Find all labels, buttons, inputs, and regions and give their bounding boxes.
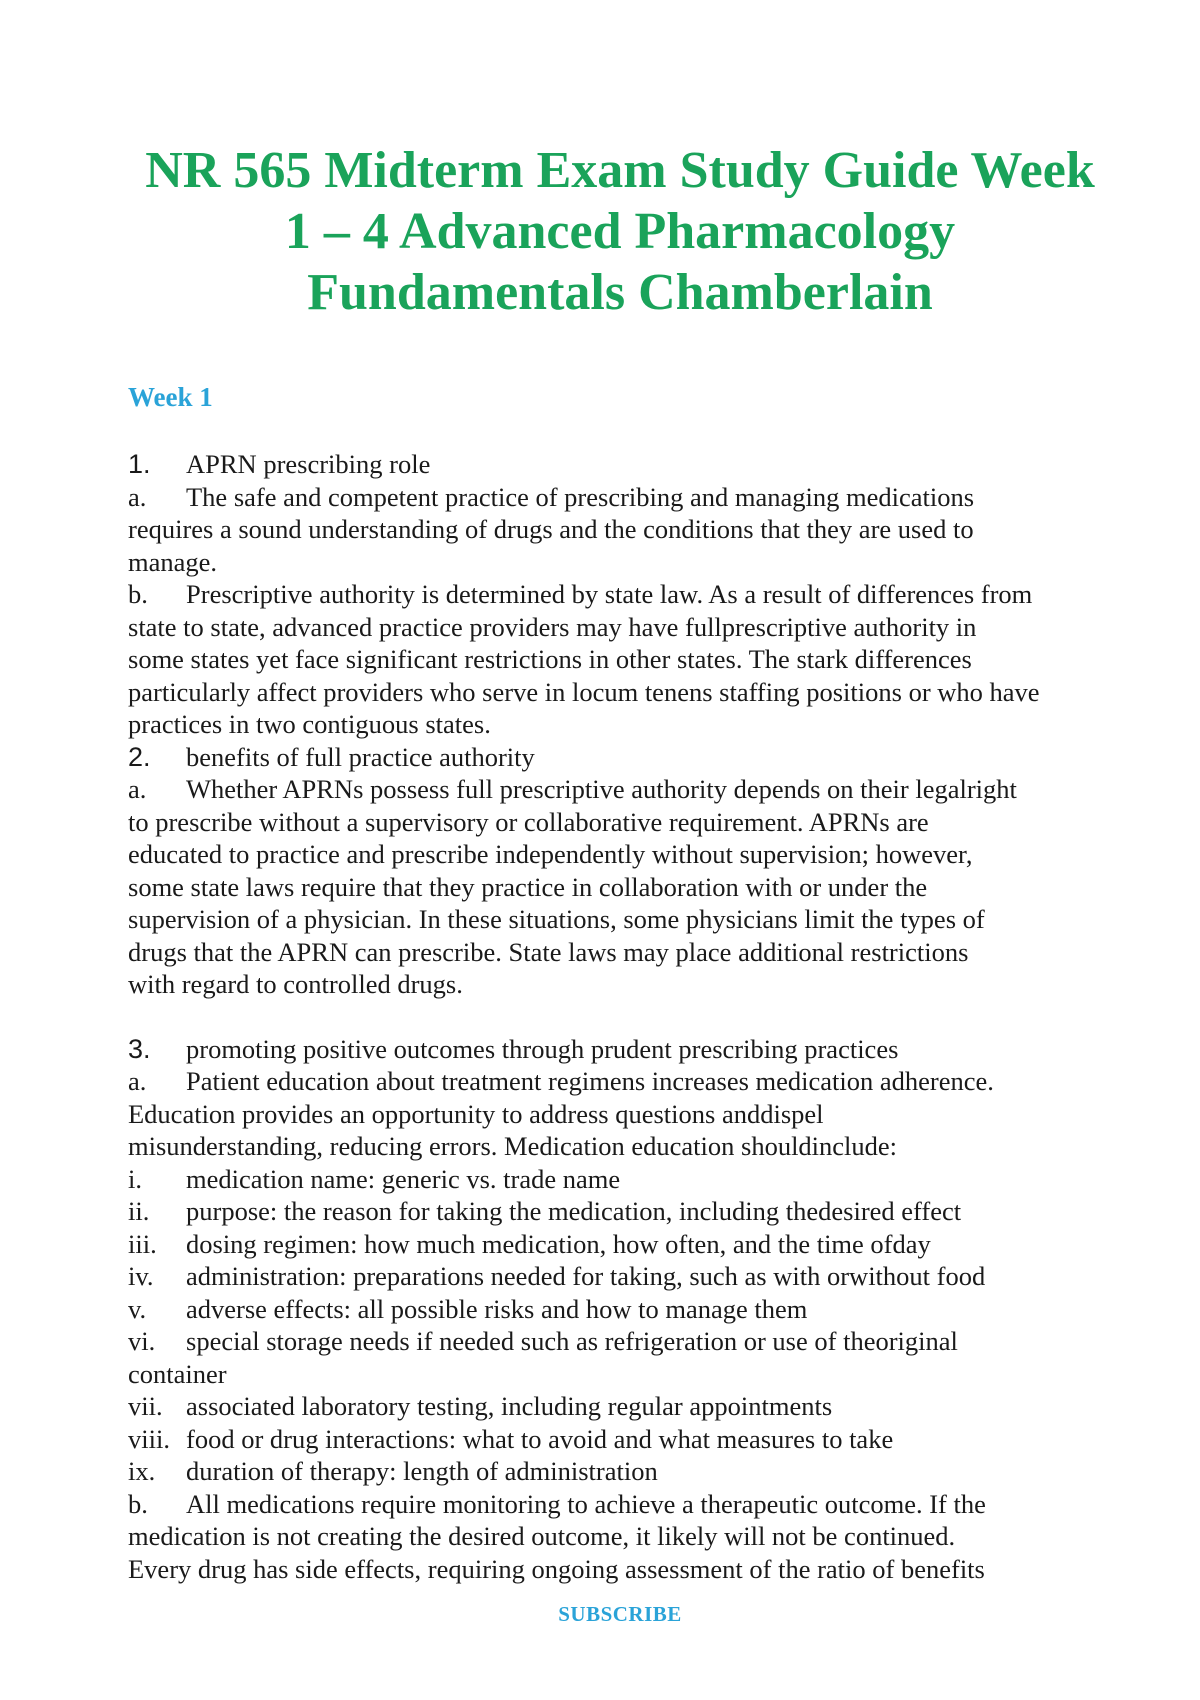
list-marker: iv.	[128, 1261, 154, 1291]
numbered-item	[128, 741, 1113, 774]
continuation-line	[128, 903, 1113, 936]
list-marker: vi.	[128, 1326, 156, 1356]
continuation-line	[128, 1553, 1113, 1586]
line-text: promoting positive outcomes through prudent prescribing practices	[186, 1033, 899, 1064]
line-text: Every drug has side effects, requiring ongoing assessment of the ratio of benefits	[128, 1553, 985, 1584]
line-text: with regard to controlled drugs.	[128, 969, 463, 999]
list-marker: 2.	[128, 741, 151, 772]
list-marker: ix.	[128, 1456, 156, 1486]
list-marker: b.	[128, 1488, 148, 1519]
continuation-line	[128, 968, 1113, 1001]
list-marker: i.	[128, 1163, 142, 1194]
line-text: dosing regimen: how much medication, how often, and the time ofday	[186, 1228, 931, 1259]
line-text: misunderstanding, reducing errors. Medication education shouldinclude:	[128, 1131, 898, 1161]
paragraph-gap	[128, 1001, 1113, 1033]
line-text: purpose: the reason for taking the medication, including thedesired effect	[186, 1196, 962, 1226]
line-text: Patient education about treatment regimens increases medication adherence.	[186, 1066, 994, 1096]
continuation-line	[128, 936, 1113, 969]
continuation-line	[128, 806, 1113, 839]
numbered-item	[128, 448, 1113, 481]
list-item	[128, 1163, 1113, 1196]
list-item	[128, 1325, 1113, 1358]
line-text: state to state, advanced practice providers may have fullprescriptive authority in	[128, 611, 977, 642]
continuation-line	[128, 871, 1113, 904]
numbered-item	[128, 1033, 1113, 1066]
document-title	[100, 140, 1140, 323]
list-item	[128, 1228, 1113, 1261]
line-text: adverse effects: all possible risks and how to manage them	[186, 1293, 808, 1324]
line-text: particularly affect providers who serve in locum tenens staffing positions or who have	[128, 676, 1040, 707]
continuation-line	[128, 676, 1113, 709]
line-text: benefits of full practice authority	[186, 741, 535, 772]
continuation-line	[128, 643, 1113, 676]
list-item	[128, 1390, 1113, 1423]
continuation-line	[128, 546, 1113, 579]
line-text: supervision of a physician. In these situations, some physicians limit the types of	[128, 904, 985, 934]
title-line: NR 565 Midterm Exam Study Guide Week	[145, 142, 1095, 199]
line-text: All medications require monitoring to achieve a therapeutic outcome. If the	[186, 1488, 986, 1519]
list-marker: b.	[128, 579, 148, 609]
list-marker: a.	[128, 1066, 147, 1096]
list-item	[128, 1293, 1113, 1326]
continuation-line	[128, 1358, 1113, 1391]
list-marker: a.	[128, 481, 147, 512]
line-text: Whether APRNs possess full prescriptive authority depends on their legalright	[186, 774, 1017, 804]
line-text: practices in two contiguous states.	[128, 709, 491, 739]
list-marker: iii.	[128, 1228, 157, 1259]
list-marker: vii.	[128, 1391, 163, 1421]
list-item	[128, 1065, 1113, 1098]
line-text: educated to practice and prescribe independently without supervision; however,	[128, 839, 973, 869]
line-text: container	[128, 1358, 227, 1389]
continuation-line	[128, 708, 1113, 741]
line-text: requires a sound understanding of drugs and the conditions that they are used to	[128, 514, 974, 544]
line-text: some states yet face significant restrictions in other states. The stark differences	[128, 644, 972, 674]
list-item	[128, 1488, 1113, 1521]
line-text: associated laboratory testing, including regular appointments	[186, 1391, 833, 1421]
list-item	[128, 1260, 1113, 1293]
line-text: administration: preparations needed for taking, such as with orwithout food	[186, 1261, 986, 1291]
continuation-line	[128, 838, 1113, 871]
list-item	[128, 578, 1113, 611]
title-line: 1 – 4 Advanced Pharmacology	[284, 203, 956, 260]
document-body	[128, 448, 1113, 1585]
continuation-line	[128, 1130, 1113, 1163]
line-text: The safe and competent practice of prescribing and managing medications	[186, 481, 975, 512]
list-marker: viii.	[128, 1423, 170, 1454]
continuation-line	[128, 1098, 1113, 1131]
list-item	[128, 481, 1113, 514]
continuation-line	[128, 611, 1113, 644]
week-heading: Week 1	[128, 382, 213, 412]
list-item	[128, 1195, 1113, 1228]
title-line: Fundamentals Chamberlain	[307, 264, 933, 321]
line-text: manage.	[128, 546, 218, 577]
list-marker: 1.	[128, 449, 151, 479]
line-text: medication is not creating the desired outcome, it likely will not be continued.	[128, 1521, 956, 1551]
list-item	[128, 1423, 1113, 1456]
subscribe-link[interactable]: SUBSCRIBE	[558, 1602, 682, 1626]
line-text: Education provides an opportunity to address questions anddispel	[128, 1098, 824, 1129]
list-marker: 3.	[128, 1033, 151, 1064]
line-text: food or drug interactions: what to avoid and what measures to take	[186, 1423, 894, 1454]
list-item	[128, 1455, 1113, 1488]
line-text: medication name: generic vs. trade name	[186, 1163, 621, 1194]
line-text: drugs that the APRN can prescribe. State laws may place additional restrictions	[128, 936, 969, 967]
line-text: APRN prescribing role	[186, 449, 431, 479]
list-marker: v.	[128, 1293, 147, 1324]
list-marker: a.	[128, 774, 147, 804]
line-text: to prescribe without a supervisory or collaborative requirement. APRNs are	[128, 806, 929, 837]
list-item	[128, 773, 1113, 806]
line-text: some state laws require that they practice in collaboration with or under the	[128, 871, 928, 902]
list-marker: ii.	[128, 1196, 150, 1226]
line-text: Prescriptive authority is determined by state law. As a result of differences from	[186, 579, 1033, 609]
line-text: duration of therapy: length of administration	[186, 1456, 658, 1486]
continuation-line	[128, 513, 1113, 546]
line-text: special storage needs if needed such as refrigeration or use of theoriginal	[186, 1326, 958, 1356]
continuation-line	[128, 1520, 1113, 1553]
